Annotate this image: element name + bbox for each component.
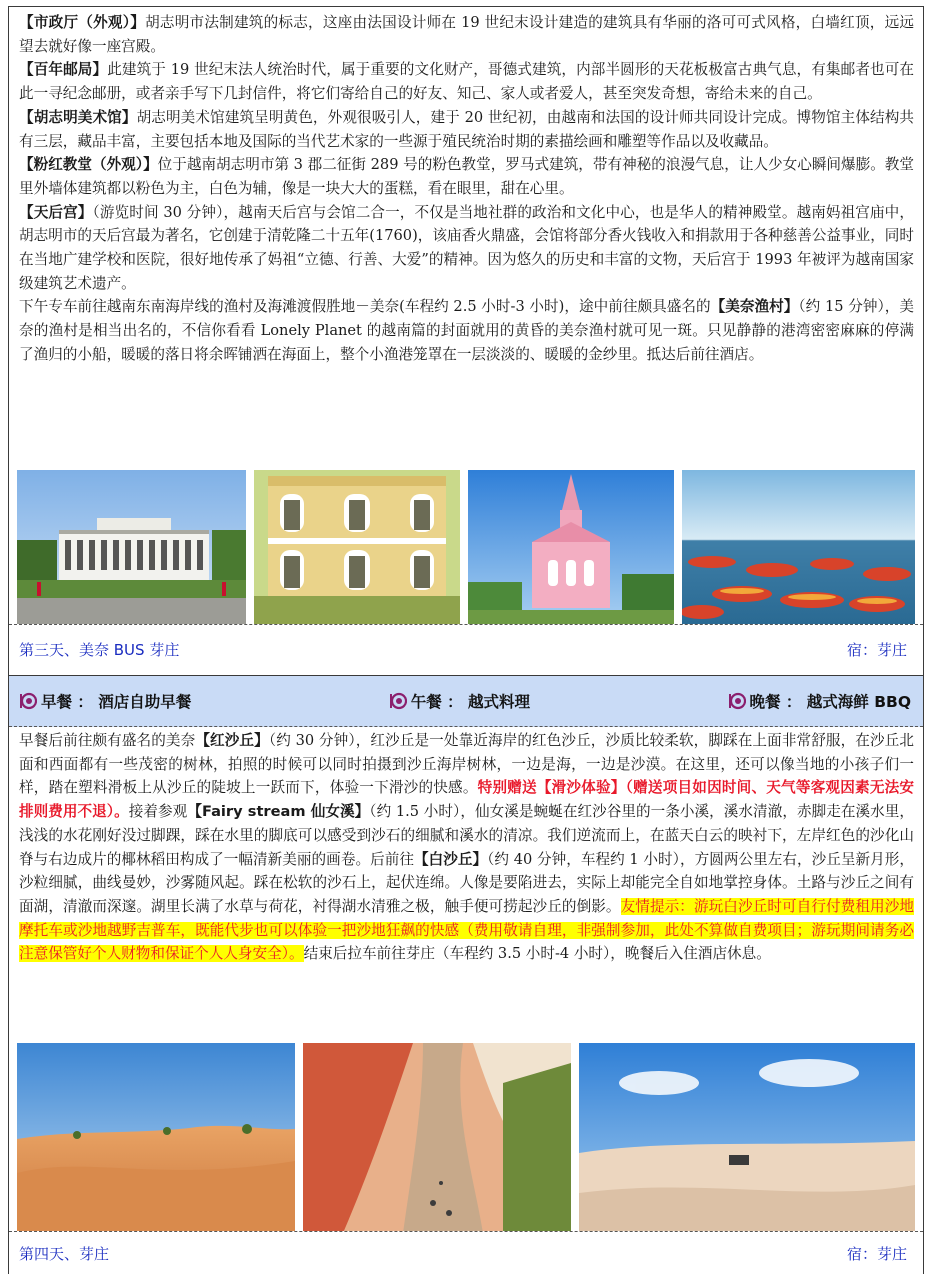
day2-photo-row: [17, 470, 915, 624]
free-gift-note: 特别赠送【滑沙体验】（赠送项目如因时间、天气等客观因素无法安排则费用不退）。: [19, 779, 915, 821]
day4-header: [9, 1231, 923, 1275]
day4-stay: 宿：芽庄: [846, 1245, 907, 1263]
day3-photo-row: [17, 1043, 915, 1233]
fishing-village-photo: [682, 470, 915, 624]
day3-header: [9, 624, 923, 674]
plate-icon: [19, 692, 37, 710]
day3-paragraph: 早餐后前往颇有盛名的美奈【红沙丘】（约 30 分钟），红沙丘是一处靠近海岸的红色沙丘，沙质比较柔软，脚踩在上面非常舒服，在沙丘北面和西面都有一些茂密的树林，拍照的时候可以同时拍摄到沙丘海岸树林，一边是海，一边是沙漠。在这里，还可以像当地的小孩子们一样，踏在塑料滑板上从沙丘的陡坡上一跃而下，体验一下滑沙的快感。特别赠送【滑沙体验】（赠送项目如因时间、天气等客观因素无法安排则费用不退）。接着参观【Fairy stream 仙女溪】（约 1.5 小时），仙女溪是蜿蜒在红沙谷里的一条小溪，溪水清澈，赤脚走在溪水里，浅浅的水花刚好没过脚踝，踩在水里的脚底可以感受到沙石的细腻和溪水的清凉。我们逆流而上，在蓝天白云的映衬下，左岸红色的沙化山脊与右边成片的椰林稻田构成了一幅清新美丽的画卷。后前往【白沙丘】（约 40 分钟，车程约 1 小时），方圆两公里左右，沙丘呈新月形，沙粒细腻，曲线曼妙，沙雾随风起。踩在松软的沙石上，起伏连绵。人像是要陷进去，实际上却能完全自如地掌控身体。土路与沙丘之间有面湖，清澈而深邃。湖里长满了水草与荷花，衬得湖水清雅之极，触手便可捞起沙丘的倒影。友情提示：游玩白沙丘时可自行付费租用沙地摩托车或沙地越野吉普车，既能代步也可以体验一把沙地狂飙的快感（费用敬请自理，非强制参加，此处不算做自费项目；游玩期间请务必注意保管好个人财物和保证个人人身安全）。结束后拉车前往芽庄（车程约 3.5 小时-4 小时），晚餐后入住酒店休息。: [19, 732, 915, 963]
art-museum-photo: [254, 470, 460, 624]
pink-church-photo: [468, 470, 674, 624]
paragraph-pink-church: 【粉红教堂（外观）】位于越南胡志明市第 3 郡二征街 289 号的粉色教堂，罗马式建筑，带有神秘的浪漫气息，让人少女心瞬间爆膨。教堂里外墙体建筑都以粉色为主，白色为辅，像是一块大大的蛋糕，看在眼里，甜在心里。: [19, 156, 915, 197]
itinerary-page: [8, 6, 924, 1274]
day2-text: [19, 11, 914, 471]
paragraph-post-office: 【百年邮局】此建筑于 19 世纪末法人统治时代，属于重要的文化财产，哥德式建筑，内部半圆形的天花板极富古典气息，有集邮者也可在此一寻纪念邮册，或者亲手写下几封信件，将它们寄给自己的好友、知己、家人或者爱人，甚至突发奇想，寄给未来的自己。: [19, 61, 914, 103]
day4-title: 第四天、芽庄: [19, 1245, 110, 1263]
meal-bar: [9, 675, 923, 727]
day3-stay: 宿：芽庄: [846, 641, 907, 659]
city-hall-photo: [17, 470, 246, 624]
friendly-tip: 友情提示：游玩白沙丘时可自行付费租用沙地摩托车或沙地越野吉普车，既能代步也可以体验一把沙地狂飙的快感（费用敬请自理，非强制参加，此处不算做自费项目；游玩期间请务必注意保管好个人财物和保证个人人身安全）。: [19, 897, 914, 963]
paragraph-art-museum: 【胡志明美术馆】胡志明美术馆建筑呈明黄色，外观很吸引人，建于 20 世纪初，由越南和法国的设计师共同设计完成。博物馆主体结构共有三层，藏品丰富，主要包括本地及国际的当代艺术家的一些源于殖民统治时期的素描绘画和雕塑等作品以及收藏品。: [19, 108, 914, 150]
day3-title: 第三天、美奈 BUS 芽庄: [19, 641, 180, 659]
paragraph-afternoon: 下午专车前往越南东南海岸线的渔村及海滩渡假胜地－美奈(车程约 2.5 小时-3 小时)，途中前往颇具盛名的【美奈渔村】（约 15 分钟），美奈的渔村是相当出名的，不信你看看 Lonely Planet 的越南篇的封面就用的黄昏的美奈渔村就可见一斑。只见静静的港湾密密麻麻的停满了渔归的小船，暖暖的落日将余晖铺洒在海面上，整个小渔港笼罩在一层淡淡的、暖暖的金纱里。抵达后前往酒店。: [19, 298, 914, 363]
meal-breakfast: 早餐 ： 酒店自助早餐: [19, 690, 191, 712]
plate-icon: [728, 692, 746, 710]
red-sand-dunes-photo: [17, 1043, 295, 1233]
paragraph-city-hall: 【市政厅（外观）】胡志明市法制建筑的标志，这座由法国设计师在 19 世纪末设计建造的建筑具有华丽的洛可可式风格，白墙红顶，远远望去就好像一座宫殿。: [19, 14, 914, 55]
paragraph-thien-hau-temple: 【天后宫】（游览时间 30 分钟），越南天后宫与会馆二合一，不仅是当地社群的政治和文化中心，也是华人的精神殿堂。越南妈祖宫庙中，胡志明市的天后宫最为著名，它创建于清乾隆二十五年(1760)，该庙香火鼎盛，会馆将部分香火钱收入和捐款用于各种慈善公益事业，同时在当地广建学校和医院，很好地传承了妈祖“立德、行善、大爱”的精神。因为悠久的历史和丰富的文物，天后宫于 1993 年被评为越南国家级建筑艺术遗产。: [19, 203, 914, 292]
fairy-stream-photo: [303, 1043, 571, 1233]
meal-dinner: 晚餐 ： 越式海鲜 BBQ: [728, 690, 912, 712]
plate-icon: [389, 692, 407, 710]
white-sand-dunes-photo: [579, 1043, 915, 1233]
meal-lunch: 午餐 ： 越式料理: [389, 690, 530, 712]
day3-text: [19, 729, 914, 1047]
